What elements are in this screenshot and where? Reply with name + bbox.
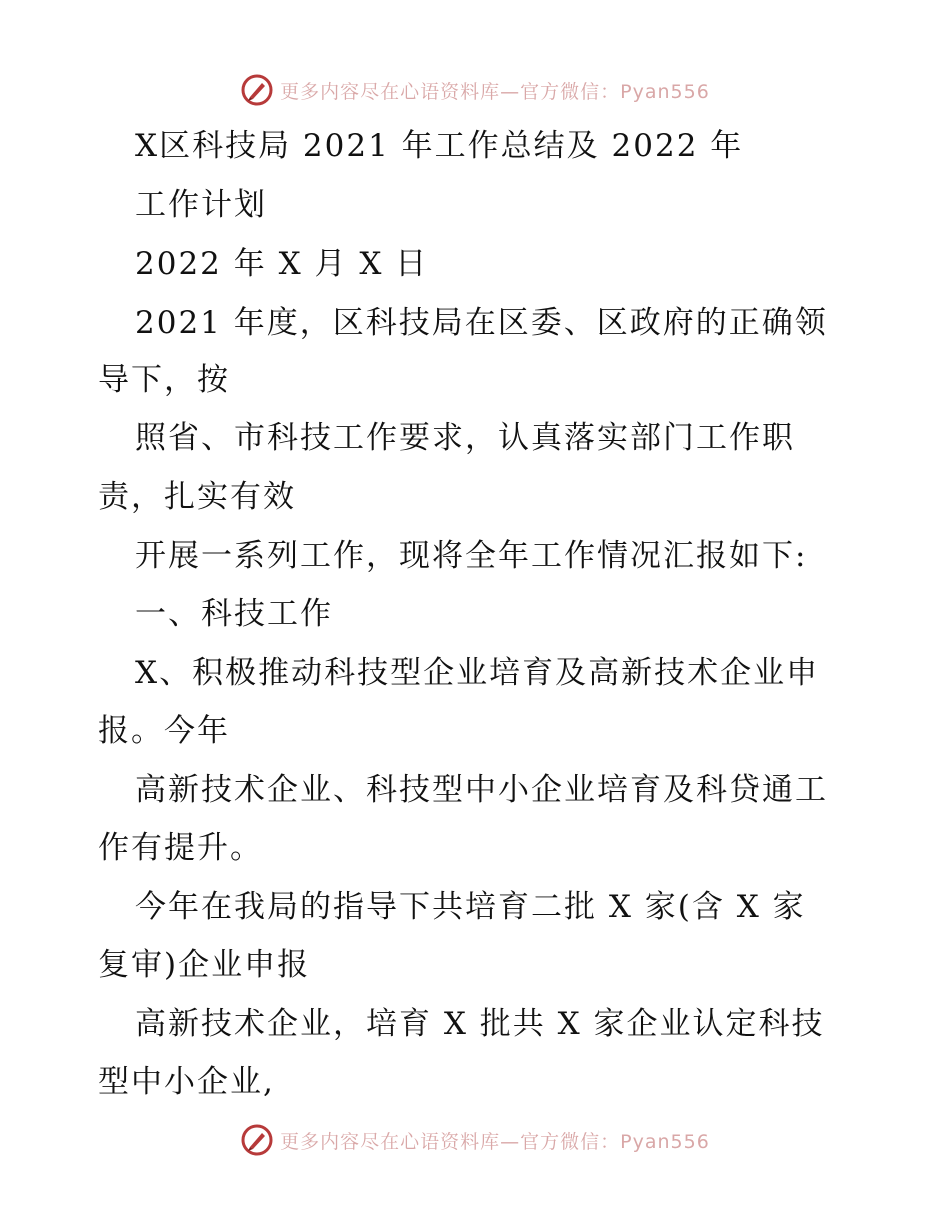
paragraph-line: X、积极推动科技型企业培育及高新技术企业申: [135, 655, 820, 691]
paragraph-line: 今年在我局的指导下共培育二批 X 家(含 X 家: [135, 889, 806, 925]
paragraph-line: 开展一系列工作，现将全年工作情况汇报如下:: [135, 538, 808, 574]
footer-watermark: [0, 1120, 950, 1160]
paragraph-line: 型中小企业,: [98, 1064, 275, 1100]
document-title-line-1: X区科技局 2021 年工作总结及 2022 年: [135, 128, 744, 164]
paragraph-line: 导下，按: [98, 362, 230, 398]
paragraph-line: 责，扎实有效: [98, 479, 296, 515]
paragraph-line: 高新技术企业、科技型中小企业培育及科贷通工: [135, 772, 828, 808]
pen-logo-icon: [240, 1123, 274, 1157]
watermark-text: 更多内容尽在心语资料库—官方微信：Pyan556: [280, 80, 710, 103]
paragraph-line: 照省、市科技工作要求，认真落实部门工作职: [135, 420, 795, 456]
section-heading: 一、科技工作: [135, 596, 333, 632]
document-date: 2022 年 X 月 X 日: [135, 246, 429, 282]
paragraph-line: 高新技术企业，培育 X 批共 X 家企业认定科技: [135, 1006, 825, 1042]
paragraph-line: 作有提升。: [98, 830, 263, 866]
document-title-line-2: 工作计划: [135, 187, 267, 223]
header-watermark: [0, 70, 950, 110]
pen-logo-icon: [240, 73, 274, 107]
paragraph-line: 复审)企业申报: [98, 947, 311, 983]
watermark-text: 更多内容尽在心语资料库—官方微信：Pyan556: [280, 1130, 710, 1153]
paragraph-line: 报。今年: [98, 713, 230, 749]
paragraph-line: 2021 年度，区科技局在区委、区政府的正确领: [135, 305, 828, 341]
